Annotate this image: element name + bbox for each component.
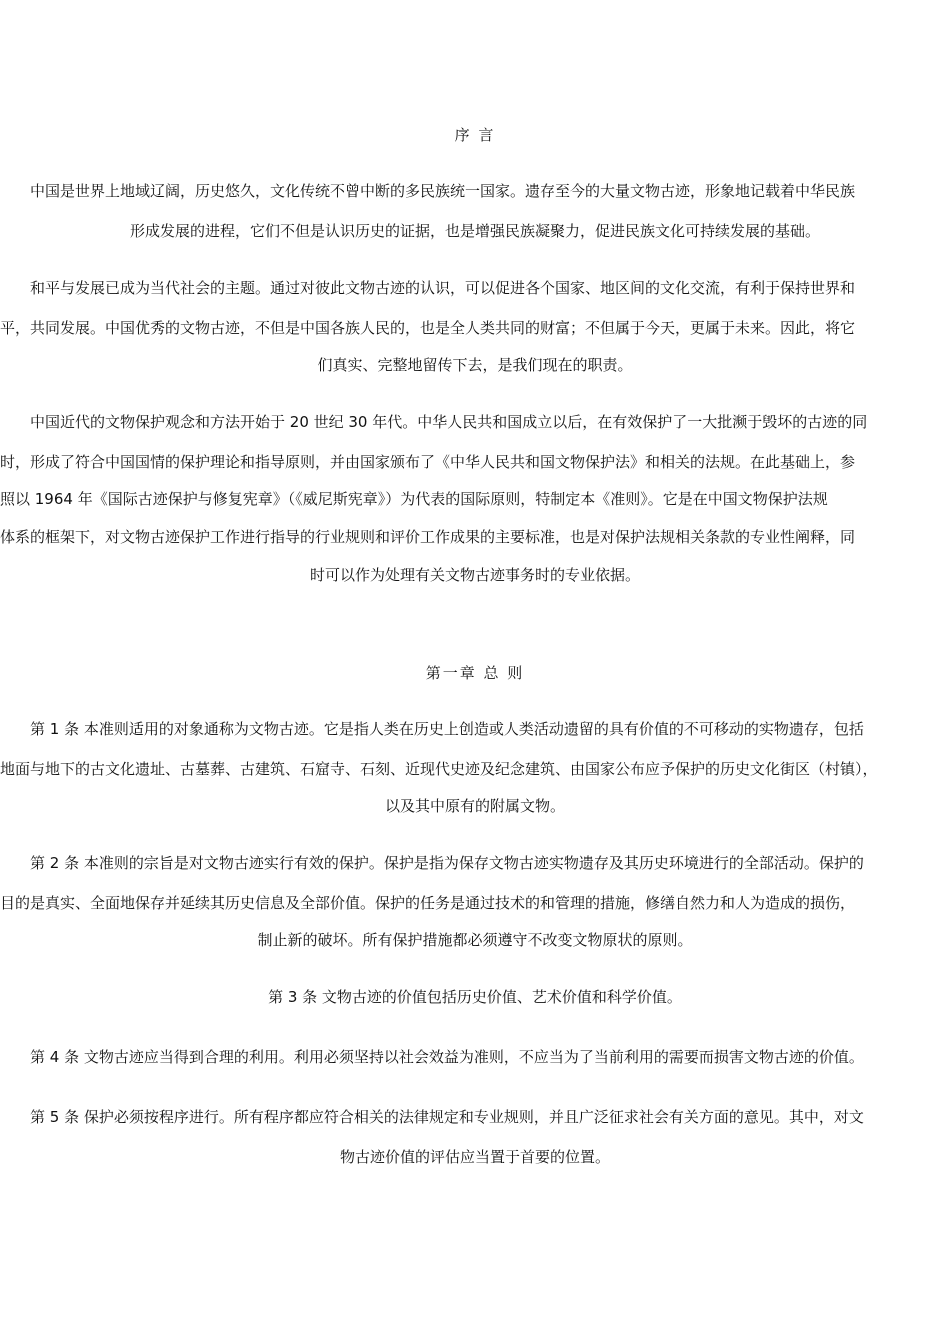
preface-p1-line2: 形成发展的进程，它们不但是认识历史的证据，也是增强民族凝聚力，促进民族文化可持续发展的基础。 [129,222,820,240]
preface-p3-line5: 时可以作为处理有关文物古迹事务时的专业依据。 [309,566,640,584]
article-1-line2: 地面与地下的古文化遗址、古墓葬、古建筑、石窟寺、石刻、近现代史迹及纪念建筑、由国家公布应予保护的历史文化街区（村镇）， [0,760,878,778]
chapter-title: 第一章 总 则 [425,664,525,682]
article-1-line1: 第 1 条 本准则适用的对象通称为文物古迹。它是指人类在历史上创造或人类活动遗留的具有价值的不可移动的实物遗存，包括 [30,720,864,738]
preface-p3-line2: 时，形成了符合中国国情的保护理论和指导原则，并由国家颁布了《中华人民共和国文物保护法》和相关的法规。在此基础上，参 [0,453,856,471]
article-5-line1: 第 5 条 保护必须按程序进行。所有程序都应符合相关的法律规定和专业规则，并且广泛征求社会有关方面的意见。其中，对文 [30,1108,864,1126]
preface-p2-line3: 们真实、完整地留传下去，是我们现在的职责。 [317,356,633,374]
preface-p1-line1: 中国是世界上地域辽阔，历史悠久，文化传统不曾中断的多民族统一国家。遗存至今的大量文物古迹，形象地记载着中华民族 [30,182,856,200]
preface-p3-line3: 照以 1964 年《国际古迹保护与修复宪章》（《威尼斯宪章》）为代表的国际原则，特制定本《准则》。它是在中国文物保护法规 [0,490,828,508]
article-4-line1: 第 4 条 文物古迹应当得到合理的利用。利用必须坚持以社会效益为准则，不应当为了当前利用的需要而损害文物古迹的价值。 [30,1048,864,1066]
preface-p3-line4: 体系的框架下，对文物古迹保护工作进行指导的行业规则和评价工作成果的主要标准，也是对保护法规相关条款的专业性阐释，同 [0,528,856,546]
preface-p2-line1: 和平与发展已成为当代社会的主题。通过对彼此文物古迹的认识，可以促进各个国家、地区间的文化交流，有利于保持世界和 [30,279,856,297]
article-3-line1: 第 3 条 文物古迹的价值包括历史价值、艺术价值和科学价值。 [268,988,682,1006]
article-2-line2: 目的是真实、全面地保存并延续其历史信息及全部价值。保护的任务是通过技术的和管理的措施，修缮自然力和人为造成的损伤， [0,894,856,912]
article-2-line1: 第 2 条 本准则的宗旨是对文物古迹实行有效的保护。保护是指为保存文物古迹实物遗存及其历史环境进行的全部活动。保护的 [30,854,864,872]
preface-p3-line1: 中国近代的文物保护观念和方法开始于 20 世纪 30 年代。中华人民共和国成立以后，在有效保护了一大批濒于毁坏的古迹的同 [30,413,868,431]
article-2-line3: 制止新的破坏。所有保护措施都必须遵守不改变文物原状的原则。 [257,931,693,949]
article-1-line3: 以及其中原有的附属文物。 [384,797,565,815]
article-5-line2: 物古迹价值的评估应当置于首要的位置。 [339,1148,610,1166]
preface-p2-line2: 平，共同发展。中国优秀的文物古迹，不但是中国各族人民的，也是全人类共同的财富；不但属于今天，更属于未来。因此，将它 [0,319,856,337]
preface-title: 序 言 [454,126,496,144]
